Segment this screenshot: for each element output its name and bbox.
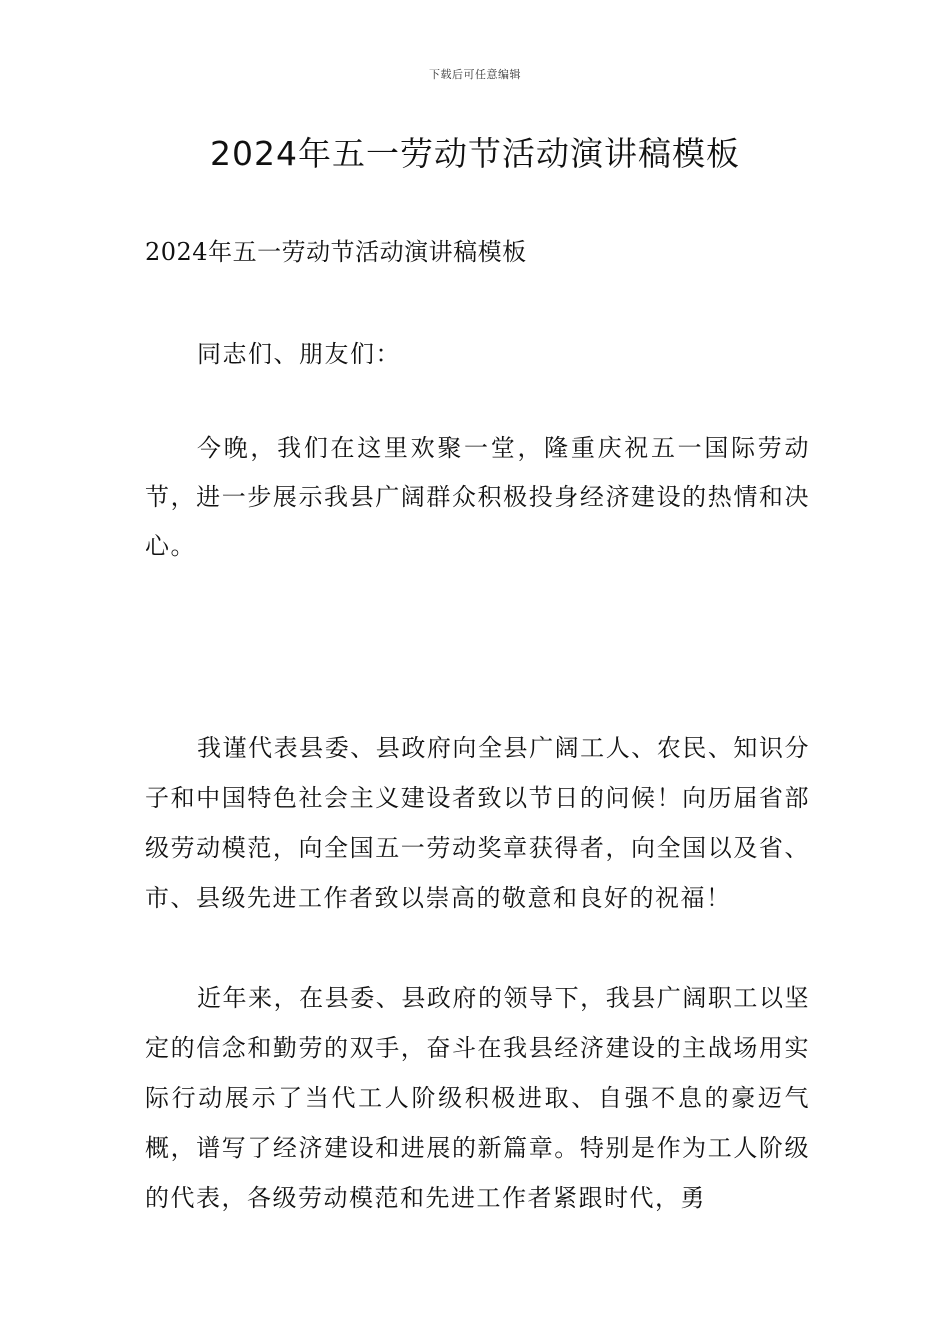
paragraph-3: 近年来，在县委、县政府的领导下，我县广阔职工以坚定的信念和勤劳的双手，奋斗在我县经济建设的主战场用实际行动展示了当代工人阶级积极进取、自强不息的豪迈气概，谱写了经济建设和进展的新篇章。特别是作为工人阶级的代表，各级劳动模范和先进工作者紧跟时代，勇 [145, 984, 810, 1212]
document-subtitle: 2024年五一劳动节活动演讲稿模板 [145, 238, 527, 266]
document-title: 2024年五一劳动节活动演讲稿模板 [210, 134, 740, 173]
paragraph-2: 我谨代表县委、县政府向全县广阔工人、农民、知识分子和中国特色社会主义建设者致以节日的问候！向历届省部级劳动模范，向全国五一劳动奖章获得者，向全国以及省、市、县级先进工作者致以崇高的敬意和良好的祝福！ [145, 734, 810, 912]
salutation: 同志们、朋友们： [197, 340, 401, 368]
paragraph-1: 今晚，我们在这里欢聚一堂，隆重庆祝五一国际劳动节，进一步展示我县广阔群众积极投身经济建设的热情和决心。 [145, 434, 810, 560]
page-header-note: 下载后可任意编辑 [429, 68, 521, 81]
